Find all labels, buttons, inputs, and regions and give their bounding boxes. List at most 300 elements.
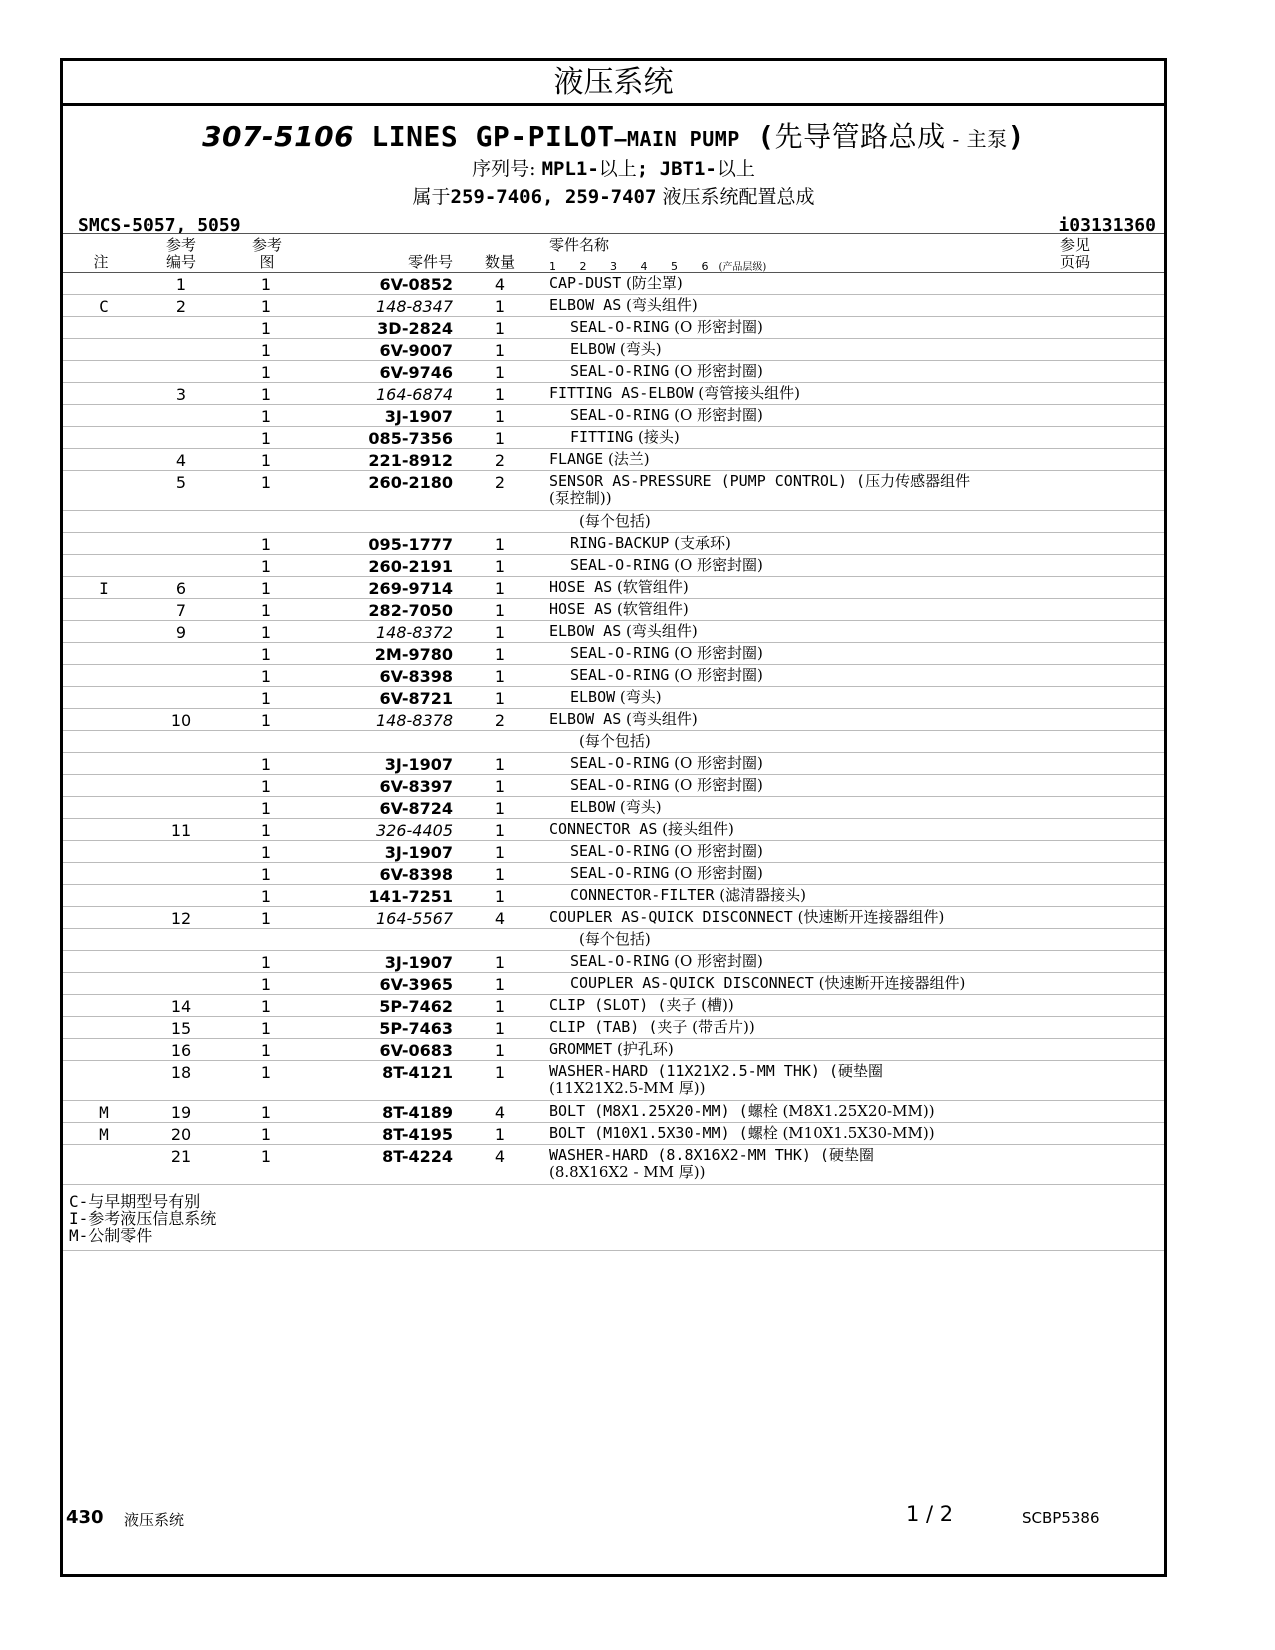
row-part-number: 164-5567 [375,909,453,928]
row-part-number: 6V-8398 [379,667,453,686]
row-ref-figure: 1 [260,297,272,316]
row-description-cn: (快速断开连接器组件) [813,974,966,992]
row-description-cn: (软管组件) [612,578,689,596]
row-description-cn: (每个包括) [579,512,651,530]
row-description-cn: 硬垫圈 [828,1146,874,1164]
row-ref-number: 1 [175,275,187,294]
table-row [63,339,1164,361]
row-description-en: SEAL-O-RING [570,776,670,794]
row-description-cn: (O 形密封圈) [669,666,763,684]
row-description-en: ELBOW [570,798,616,816]
row-description [549,1019,1109,1036]
row-ref-figure: 1 [260,865,272,884]
col-desc-header: 零件名称 [549,236,610,254]
row-quantity: 1 [494,557,506,576]
table-row [63,621,1164,643]
row-description [549,799,1130,816]
row-part-number: 3D-2824 [377,319,453,338]
row-description-cn: (护孔环) [612,1040,674,1058]
row-quantity: 2 [494,711,506,730]
row-ref-figure: 1 [260,1019,272,1038]
row-description [549,645,1130,662]
table-row [63,1123,1164,1145]
row-part-number: 260-2191 [368,557,453,576]
row-ref-figure: 1 [260,275,272,294]
row-part-number: 085-7356 [368,429,453,448]
row-ref-number: 9 [175,623,187,642]
col-fig-header-top: 参考 [251,236,282,254]
row-description [549,557,1130,574]
row-description-en: ELBOW [570,340,616,358]
row-ref-figure: 1 [260,535,272,554]
row-part-number: 5P-7462 [379,997,453,1016]
row-description-en: BOLT (M8X1.25X20-MM) ( [549,1102,748,1120]
row-description-en: CAP-DUST [549,274,622,292]
row-quantity: 1 [494,865,506,884]
row-description-en: RING-BACKUP [570,534,670,552]
table-row [63,533,1164,555]
row-ref-figure: 1 [260,997,272,1016]
row-ref-number: 18 [170,1063,192,1082]
row-description [549,689,1130,706]
page-frame [60,58,1167,1577]
row-quantity: 1 [494,887,506,906]
table-row [63,687,1164,709]
row-ref-figure: 1 [260,755,272,774]
row-description-cn-continued: (8.8X16X2 - MM 厚)) [549,1163,706,1181]
row-ref-figure: 1 [260,975,272,994]
note-text: 公制零件 [88,1226,153,1245]
row-description-cn: 硬垫圈 [837,1062,883,1080]
table-row [63,555,1164,577]
row-description-cn: (弯头组件) [621,622,698,640]
row-description [549,755,1130,772]
document-id: i03131360 [1058,215,1156,236]
row-description [549,997,1109,1014]
row-ref-figure: 1 [260,843,272,862]
row-quantity: 1 [494,777,506,796]
row-description [549,473,1109,507]
table-row [63,427,1164,449]
row-description-cn-continued: (泵控制)) [549,489,612,507]
row-part-number: 5P-7463 [379,1019,453,1038]
row-part-number: 8T-4189 [382,1103,453,1122]
row-quantity: 1 [494,363,506,382]
col-ref-header-bottom: 编号 [165,253,196,271]
row-quantity: 1 [494,579,506,598]
row-description-cn: (O 形密封圈) [669,406,763,424]
serial-label: 序列号: [472,158,542,180]
row-ref-number: 21 [170,1147,192,1166]
row-ref-number: 16 [170,1041,192,1060]
row-description-en: SEAL-O-RING [570,754,670,772]
row-part-number: 282-7050 [368,601,453,620]
row-description-cn: (弯头组件) [621,296,698,314]
row-description-cn: (法兰) [603,450,650,468]
row-description-cn: (O 形密封圈) [669,754,763,772]
row-quantity: 1 [494,821,506,840]
row-description-cn: 夹子 (槽)) [666,996,734,1014]
parts-table [63,273,1164,1185]
row-part-number: 6V-8721 [379,689,453,708]
row-description-en: SEAL-O-RING [570,952,670,970]
row-quantity: 1 [494,297,506,316]
row-part-number: 141-7251 [368,887,453,906]
row-description-cn: (弯头) [615,798,662,816]
row-ref-figure: 1 [260,1103,272,1122]
row-ref-number: 12 [170,909,192,928]
belongs-prefix: 属于 [412,186,451,208]
row-description-en: GROMMET [549,1040,613,1058]
row-part-number: 2M-9780 [374,645,453,664]
row-description-en: SENSOR AS-PRESSURE (PUMP CONTROL) ( [549,472,866,490]
row-ref-number: 11 [170,821,192,840]
table-row [63,511,1164,533]
product-levels-digits: 1 2 3 4 5 6 [549,260,719,273]
assembly-name-sub: —MAIN PUMP [614,127,740,151]
row-part-number: 3J-1907 [384,953,453,972]
row-part-number: 6V-8724 [379,799,453,818]
row-description [549,451,1109,468]
row-ref-number: 15 [170,1019,192,1038]
row-description-cn: (弯管接头组件) [693,384,800,402]
row-description-cn: (弯头组件) [621,710,698,728]
row-description-en: WASHER-HARD (8.8X16X2-MM THK) ( [549,1146,829,1164]
row-description-cn: (软管组件) [612,600,689,618]
row-description-cn: (弯头) [615,688,662,706]
row-part-number: 3J-1907 [384,843,453,862]
row-part-number: 8T-4224 [382,1147,453,1166]
page-number: 430 [66,1507,104,1528]
row-ref-figure: 1 [260,711,272,730]
footer-section-name: 液压系统 [124,1511,185,1529]
row-ref-figure: 1 [260,689,272,708]
assembly-name-cn-open: ( [739,120,775,153]
note-code: C- [69,1192,89,1211]
row-ref-figure: 1 [260,667,272,686]
document-heading [63,121,1164,211]
serial-separator: ; [636,158,660,180]
row-description-en: CLIP (TAB) ( [549,1018,658,1036]
row-description-cn: (接头组件) [657,820,734,838]
row-description-cn: (O 形密封圈) [669,776,763,794]
table-row [63,863,1164,885]
col-ref-header-top: 参考 [165,236,196,254]
row-description-en: HOSE AS [549,578,613,596]
row-part-number: 221-8912 [368,451,453,470]
note-item [69,1210,216,1227]
row-quantity: 1 [494,953,506,972]
row-quantity: 1 [494,975,506,994]
row-part-number: 6V-0683 [379,1041,453,1060]
row-part-number: 260-2180 [368,473,453,492]
table-row [63,665,1164,687]
row-description-en: COUPLER AS-QUICK DISCONNECT [549,908,793,926]
row-quantity: 4 [494,275,506,294]
row-ref-figure: 1 [260,557,272,576]
row-ref-figure: 1 [260,363,272,382]
table-row [63,797,1164,819]
table-row [63,1017,1164,1039]
table-row [63,1101,1164,1123]
row-description [549,777,1130,794]
table-row [63,951,1164,973]
row-description-en: SEAL-O-RING [570,318,670,336]
table-row [63,973,1164,995]
row-description-en: COUPLER AS-QUICK DISCONNECT [570,974,814,992]
row-description-en: WASHER-HARD (11X21X2.5-MM THK) ( [549,1062,838,1080]
row-description [549,953,1130,970]
row-ref-number: 5 [175,473,187,492]
row-description-cn: (每个包括) [579,732,651,750]
row-description [549,931,1139,948]
col-page-header [1053,237,1097,271]
row-description [549,887,1130,904]
row-description-cn: (支承环) [669,534,731,552]
row-ref-figure: 1 [260,341,272,360]
row-ref-number: 10 [170,711,192,730]
row-description-cn: (接头) [633,428,680,446]
note-item [69,1193,216,1210]
row-description [549,385,1109,402]
row-note: M [99,1125,109,1144]
row-ref-figure: 1 [260,821,272,840]
row-quantity: 1 [494,385,506,404]
row-description-en: SEAL-O-RING [570,842,670,860]
row-description-cn: (O 形密封圈) [669,952,763,970]
table-row [63,995,1164,1017]
col-fig-header [245,237,289,271]
row-part-number: 6V-9007 [379,341,453,360]
row-quantity: 1 [494,1041,506,1060]
row-ref-figure: 1 [260,623,272,642]
row-part-number: 148-8347 [375,297,453,316]
row-part-number: 8T-4121 [382,1063,453,1082]
col-qty-header: 数量 [484,253,515,271]
row-description-en: SEAL-O-RING [570,406,670,424]
row-description [549,535,1130,552]
table-row [63,731,1164,753]
row-part-number: 6V-9746 [379,363,453,382]
row-description [549,975,1130,992]
row-quantity: 1 [494,645,506,664]
row-quantity: 4 [494,909,506,928]
row-ref-figure: 1 [260,407,272,426]
table-row [63,1061,1164,1101]
row-description [549,275,1109,292]
assembly-part-number: 307-5106 [202,120,355,153]
notes-legend [69,1193,216,1244]
assembly-name-cn-sub: - 主泵 [945,127,1008,151]
row-quantity: 1 [494,843,506,862]
row-ref-figure: 1 [260,953,272,972]
row-description-en: CONNECTOR AS [549,820,658,838]
media-number: SCBP5386 [1022,1509,1100,1527]
row-quantity: 1 [494,319,506,338]
product-levels-note: (产品层级) [718,262,767,273]
row-ref-number: 14 [170,997,192,1016]
row-description-cn: (弯头) [615,340,662,358]
row-ref-figure: 1 [260,451,272,470]
row-description-en: SEAL-O-RING [570,666,670,684]
serial-range-1: 以上 [598,158,637,180]
row-part-number: 3J-1907 [384,407,453,426]
row-ref-figure: 1 [260,1125,272,1144]
row-description [549,733,1139,750]
table-row [63,383,1164,405]
table-row [63,599,1164,621]
row-description [549,579,1109,596]
row-description [549,865,1130,882]
row-description [549,429,1130,446]
table-row [63,819,1164,841]
row-part-number: 326-4405 [375,821,453,840]
table-row [63,449,1164,471]
table-row [63,295,1164,317]
table-row [63,1145,1164,1185]
serial-range-2: 以上 [716,158,755,180]
row-ref-figure: 1 [260,887,272,906]
table-row [63,907,1164,929]
row-quantity: 1 [494,535,506,554]
row-part-number: 148-8378 [375,711,453,730]
row-description [549,319,1130,336]
note-text: 参考液压信息系统 [88,1209,217,1228]
row-description-cn: (防尘罩) [621,274,683,292]
row-ref-figure: 1 [260,1147,272,1166]
row-quantity: 1 [494,429,506,448]
row-description-cn: (O 形密封圈) [669,842,763,860]
row-quantity: 1 [494,689,506,708]
row-part-number: 6V-0852 [379,275,453,294]
row-description-en: ELBOW AS [549,710,622,728]
belongs-parts: 259-7406, 259-7407 [450,186,657,208]
row-description [549,297,1109,314]
row-quantity: 1 [494,997,506,1016]
belongs-suffix: 液压系统配置总成 [656,186,815,208]
table-row [63,361,1164,383]
serial-prefix-2: JBT1- [659,158,717,180]
row-part-number: 095-1777 [368,535,453,554]
row-description-en: ELBOW AS [549,296,622,314]
table-row [63,273,1164,295]
row-description-cn: (O 形密封圈) [669,644,763,662]
row-description-en: FITTING AS-ELBOW [549,384,694,402]
row-description [549,1063,1109,1097]
row-description-en: ELBOW [570,688,616,706]
note-code: I- [69,1209,89,1228]
row-part-number: 8T-4195 [382,1125,453,1144]
row-note: I [99,579,109,598]
row-description-en: SEAL-O-RING [570,864,670,882]
row-description-cn: (O 形密封圈) [669,864,763,882]
row-part-number: 269-9714 [368,579,453,598]
row-description [549,1103,1109,1120]
assembly-name: LINES GP-PILOT [371,120,615,153]
row-description [549,601,1109,618]
row-description [549,341,1130,358]
row-quantity: 1 [494,1019,506,1038]
row-description-cn: (每个包括) [579,930,651,948]
row-part-number: 148-8372 [375,623,453,642]
row-description-cn: (O 形密封圈) [669,318,763,336]
row-ref-figure: 1 [260,799,272,818]
row-description-cn: (O 形密封圈) [669,362,763,380]
row-quantity: 1 [494,667,506,686]
col-fig-header-bottom: 图 [259,253,275,271]
row-description [549,1041,1109,1058]
row-description-cn: 夹子 (带舌片)) [657,1018,755,1036]
table-row [63,775,1164,797]
row-quantity: 4 [494,1147,506,1166]
row-ref-figure: 1 [260,601,272,620]
row-description-en: FITTING [570,428,634,446]
row-description [549,513,1139,530]
table-row [63,929,1164,951]
row-quantity: 1 [494,341,506,360]
assembly-title [63,121,1164,155]
row-description-en: CONNECTOR-FILTER [570,886,715,904]
table-row [63,753,1164,775]
assembly-name-cn-close: ) [1007,120,1025,153]
table-row [63,643,1164,665]
serial-prefix-1: MPL1- [541,158,599,180]
row-quantity: 1 [494,601,506,620]
row-description-en: CLIP (SLOT) ( [549,996,667,1014]
row-ref-number: 2 [175,297,187,316]
row-part-number: 164-6874 [375,385,453,404]
row-description-cn: (滤清器接头) [714,886,806,904]
row-quantity: 2 [494,473,506,492]
row-description-cn: (O 形密封圈) [669,556,763,574]
row-ref-figure: 1 [260,1063,272,1082]
row-part-number: 6V-8398 [379,865,453,884]
col-part-header: 零件号 [407,253,453,271]
table-row [63,709,1164,731]
row-description [549,623,1109,640]
row-description-en: FLANGE [549,450,604,468]
note-item [69,1227,216,1244]
page-of: 1 / 2 [906,1502,954,1526]
row-quantity: 1 [494,407,506,426]
row-description-cn: (快速断开连接器组件) [792,908,945,926]
row-ref-number: 19 [170,1103,192,1122]
assembly-name-cn: 先导管路总成 [774,120,946,153]
table-row [63,317,1164,339]
col-ref-header [159,237,203,271]
row-description-cn: 螺栓 (M10X1.5X30-MM)) [747,1124,935,1142]
row-quantity: 4 [494,1103,506,1122]
header-divider [63,233,1164,234]
row-description-en: ELBOW AS [549,622,622,640]
serial-line [63,155,1164,183]
row-ref-figure: 1 [260,1041,272,1060]
row-ref-figure: 1 [260,645,272,664]
row-ref-figure: 1 [260,909,272,928]
row-quantity: 1 [494,755,506,774]
note-text: 与早期型号有别 [88,1192,201,1211]
row-part-number: 6V-8397 [379,777,453,796]
table-row [63,577,1164,599]
row-ref-figure: 1 [260,473,272,492]
table-row [63,405,1164,427]
table-row [63,885,1164,907]
row-quantity: 2 [494,451,506,470]
row-description [549,1125,1109,1142]
row-ref-number: 6 [175,579,187,598]
row-description [549,363,1130,380]
smcs-code: SMCS-5057, 5059 [78,215,241,236]
